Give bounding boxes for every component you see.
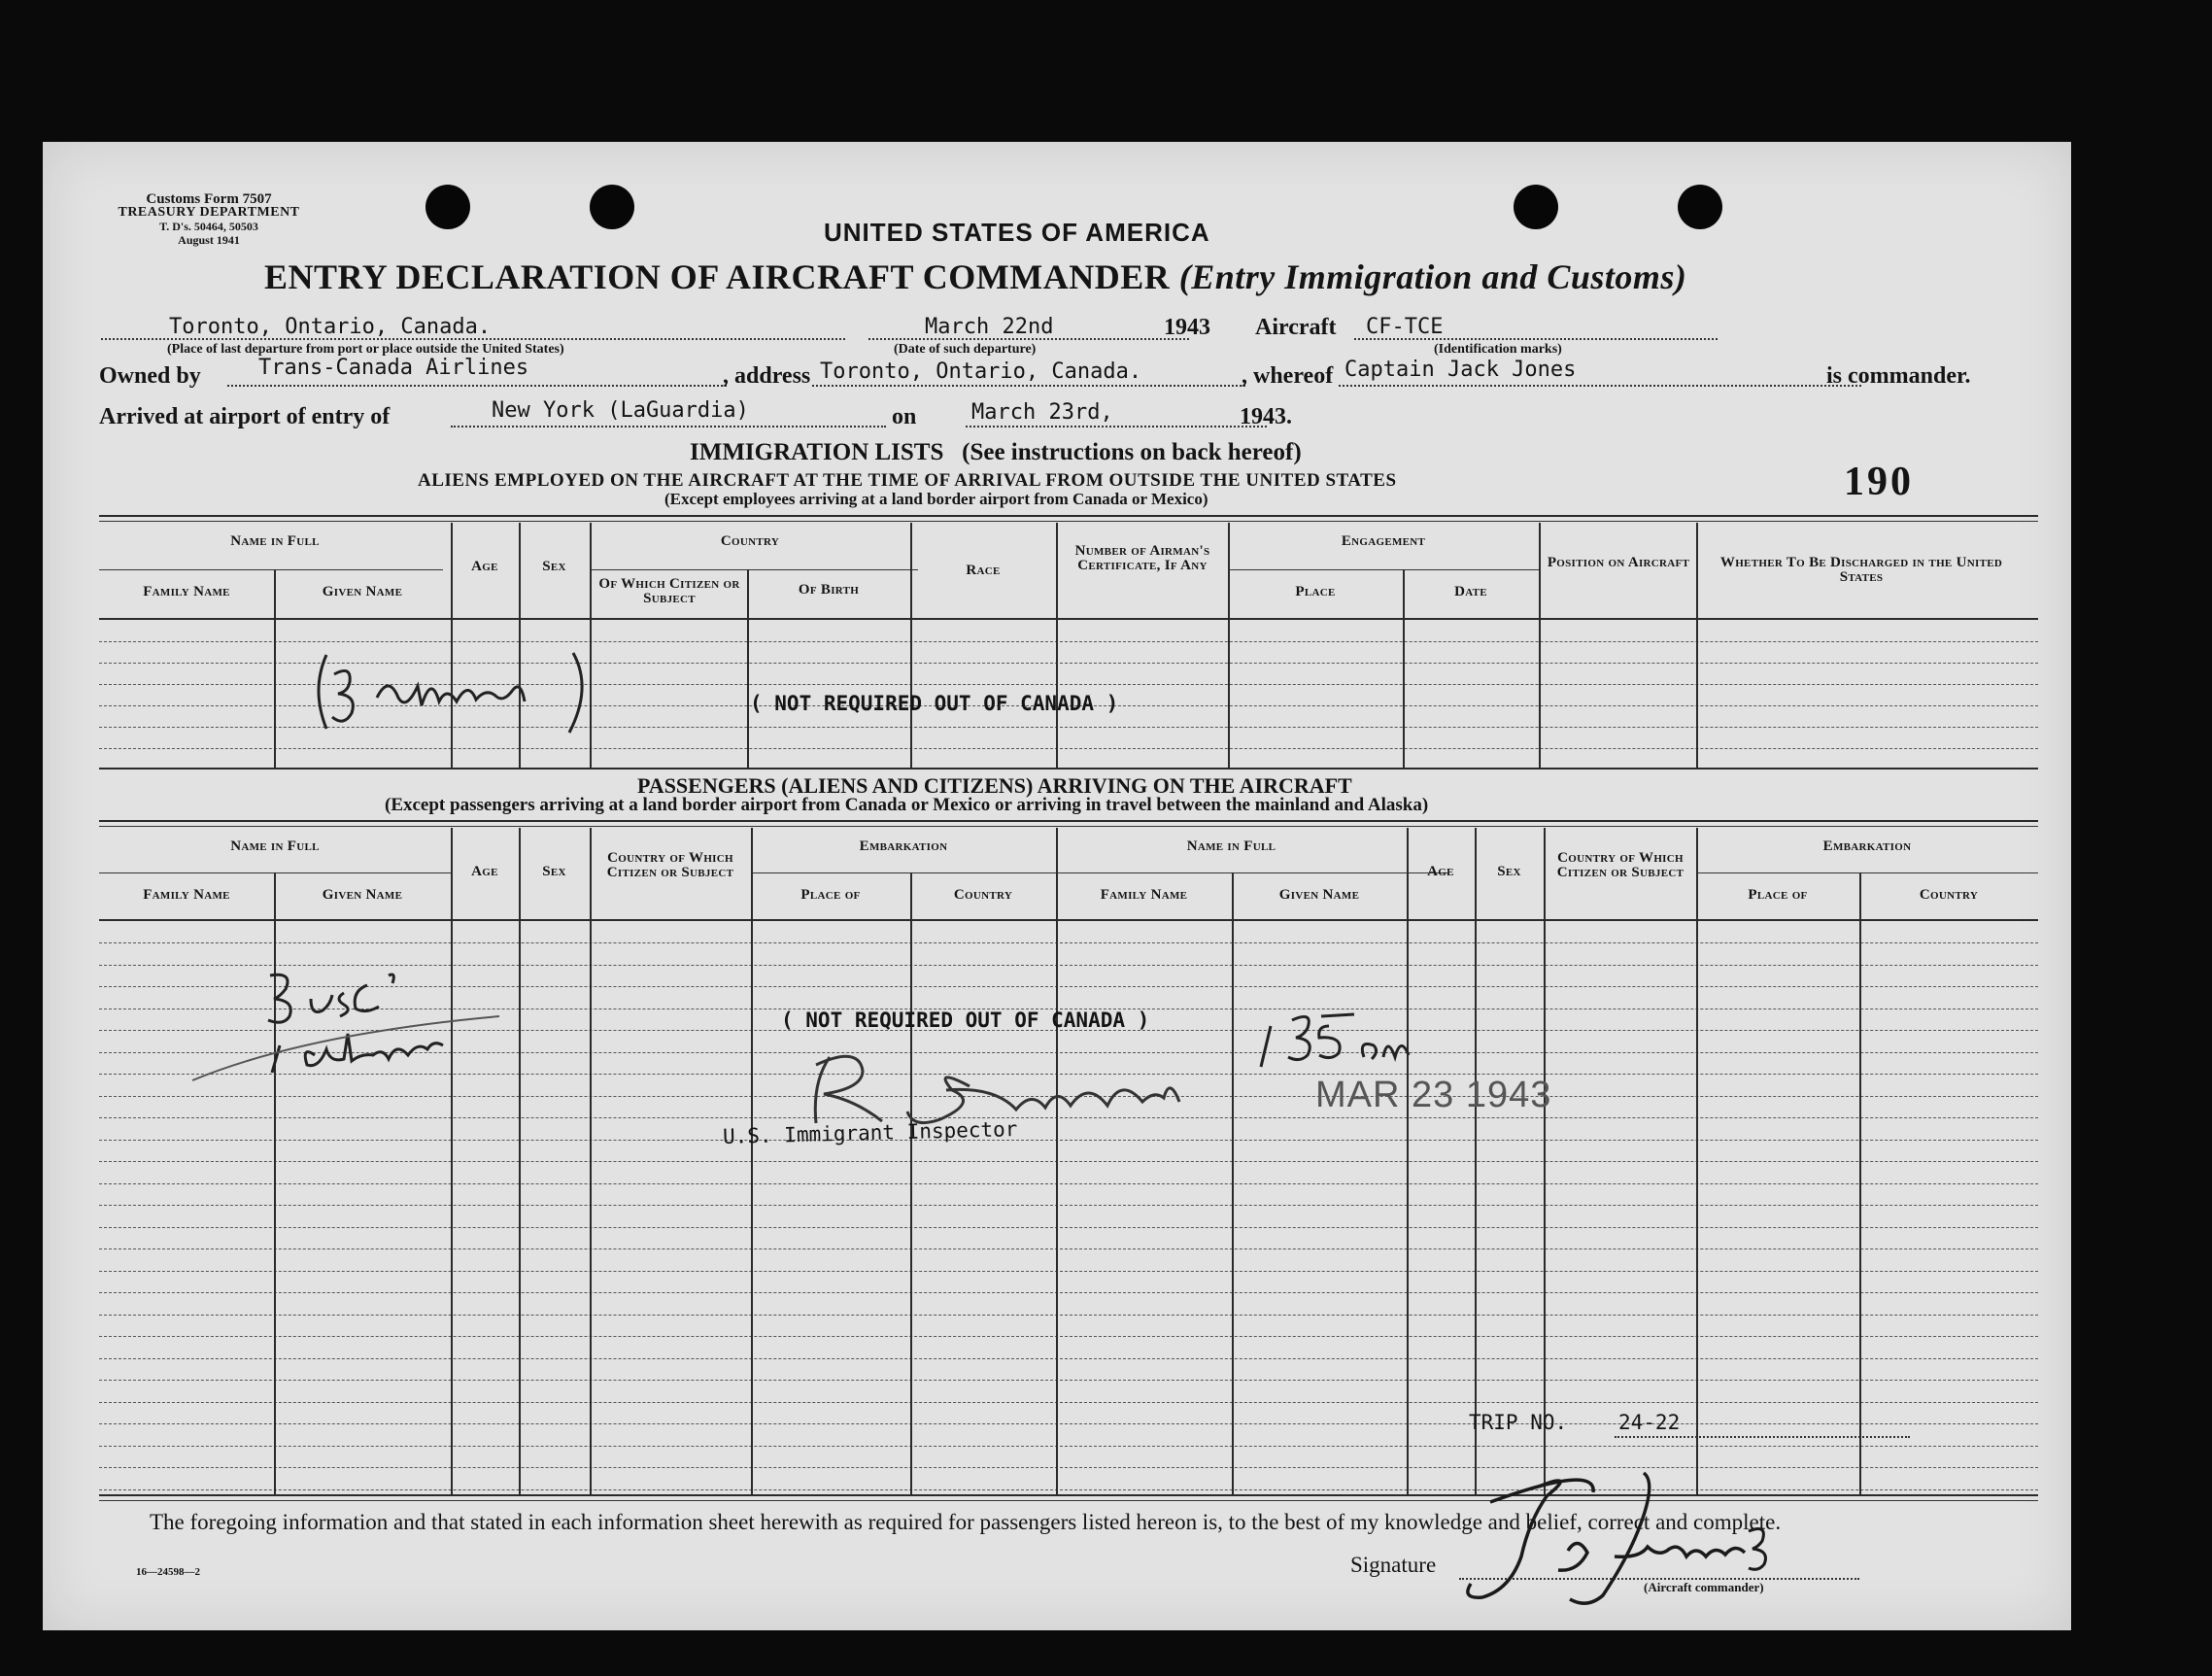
form-sheet: [43, 142, 2071, 1630]
country-heading: UNITED STATES OF AMERICA: [824, 218, 1210, 247]
ruled-line: [99, 1423, 2038, 1424]
immigration-title-text: IMMIGRATION LISTS: [690, 439, 944, 465]
owner-name: Trans-Canada Airlines: [258, 356, 529, 380]
arrived-label: Arrived at airport of entry of: [99, 404, 391, 429]
ruled-line: [99, 1336, 2038, 1337]
table2-sub-rule: [1696, 872, 2038, 873]
th2b-family-name: Family Name: [1100, 887, 1188, 903]
table2-col: [1232, 872, 1234, 1494]
ruled-line: [99, 1183, 2038, 1184]
departure-place-caption: (Place of last departure from port or place outside the United States): [167, 342, 564, 357]
table2-col: [1475, 828, 1477, 1494]
ruled-line: [99, 1205, 2038, 1206]
table1-sub-rule: [1228, 569, 1539, 570]
th-family-name: Family Name: [143, 584, 230, 599]
th-citizen: Of Which Citizen or Subject: [598, 576, 740, 606]
form-title-sub: (Entry Immigration and Customs): [1178, 257, 1687, 296]
table2-top-rule: [99, 820, 2038, 822]
table2-col: [1544, 828, 1546, 1494]
th-discharged: Whether To Be Discharged in the United States: [1719, 555, 2003, 585]
th-sex: Sex: [542, 559, 566, 574]
table1-col: [747, 569, 749, 768]
punch-hole: [590, 185, 634, 229]
immigration-title: [690, 439, 1302, 466]
form-code: 16—24598—2: [136, 1566, 200, 1578]
table2-col: [1859, 872, 1861, 1494]
th2b-given-name: Given Name: [1278, 887, 1360, 903]
arrival-date: March 23rd,: [971, 400, 1113, 425]
form-title-main: ENTRY DECLARATION OF AIRCRAFT COMMANDER: [264, 257, 1171, 296]
form-date: August 1941: [178, 233, 240, 247]
table2-col: [1407, 828, 1409, 1494]
ruled-line: [99, 1446, 2038, 1447]
th-certificate: Number of Airman's Certificate, If Any: [1074, 543, 1210, 573]
inspector-title: U.S. Immigrant Inspector: [722, 1117, 1018, 1148]
th-birth: Of Birth: [798, 582, 860, 598]
handwritten-aliens-text: (3 aliens): [344, 723, 348, 724]
address-label: , address: [723, 363, 811, 389]
owner-line: [227, 385, 727, 387]
ruled-line: [99, 1248, 2038, 1249]
signature-caption: (Aircraft commander): [1644, 1580, 1764, 1594]
ruled-line: [99, 641, 2038, 642]
immigration-instructions: (See instructions on back hereof): [962, 439, 1302, 465]
table2-col: [910, 872, 912, 1494]
handwritten-arrival-time: [1257, 997, 1490, 1075]
table1-col: [1696, 523, 1698, 768]
commander-signature-text: J. Jones: [1529, 1541, 1533, 1542]
passengers-note: (Except passengers arriving at a land border airport from Canada or Mexico or arriving in travel between the mainland and Alaska): [385, 795, 1429, 815]
th-given-name: Given Name: [322, 584, 403, 599]
table1-col: [1228, 523, 1230, 768]
commander-line: [1339, 385, 1861, 387]
signature-label: Signature: [1350, 1553, 1437, 1577]
form-title: [264, 257, 1686, 297]
ruled-line: [99, 1227, 2038, 1228]
ruled-line: [99, 1271, 2038, 1272]
table1-bottom-rule: [99, 768, 2038, 770]
th2b-sex: Sex: [1497, 864, 1521, 879]
th2-embarkation: Embarkation: [859, 838, 948, 854]
trip-number-label: TRIP NO.: [1469, 1411, 1568, 1434]
th-name-in-full: Name in Full: [230, 533, 320, 549]
commander-name: Captain Jack Jones: [1344, 358, 1577, 382]
departure-year: 1943: [1164, 315, 1210, 340]
ruled-line: [99, 1315, 2038, 1316]
passengers-not-required-stamp: ( NOT REQUIRED OUT OF CANADA ): [781, 1009, 1150, 1032]
ruled-line: [99, 1358, 2038, 1359]
table2-top-rule2: [99, 826, 2038, 827]
th-engagement: Engagement: [1341, 533, 1426, 549]
inspector-signature-text: R Sinclair: [820, 1096, 825, 1097]
arrival-year: 1943.: [1240, 404, 1292, 429]
departure-place: Toronto, Ontario, Canada.: [169, 315, 492, 339]
aircraft-label: Aircraft: [1255, 315, 1337, 340]
owned-by-label: Owned by: [99, 363, 201, 389]
ruled-line: [99, 1140, 2038, 1141]
table2-header-bottom: [99, 919, 2038, 921]
departure-date: March 22nd: [925, 315, 1054, 339]
aircraft-line: [1354, 338, 1718, 340]
handwritten-3-aliens: [305, 645, 596, 736]
th2b-age: Age: [1427, 864, 1454, 879]
th2b-name-in-full: Name in Full: [1186, 838, 1276, 854]
th2-country-citizen: Country of Which Citizen or Subject: [606, 850, 734, 880]
th-age: Age: [471, 559, 498, 574]
trip-number-line: [1615, 1436, 1910, 1438]
form-id-block: [97, 192, 321, 247]
th2-name-in-full: Name in Full: [230, 838, 320, 854]
table2-col: [1056, 828, 1058, 1494]
th2b-embarkation: Embarkation: [1822, 838, 1912, 854]
aircraft-marks: CF-TCE: [1366, 315, 1444, 339]
table1-top-rule2: [99, 521, 2038, 522]
airport-line: [451, 426, 886, 428]
departure-date-caption: (Date of such departure): [894, 342, 1037, 357]
handwritten-time-text: 1:35 am: [1276, 1045, 1280, 1046]
passengers-title: PASSENGERS (ALIENS AND CITIZENS) ARRIVING ON THE AIRCRAFT: [637, 773, 1352, 798]
trip-number: 24-22: [1618, 1411, 1681, 1434]
th-country: Country: [720, 533, 780, 549]
th2b-country-citizen: Country of Which Citizen or Subject: [1556, 850, 1685, 880]
th-place: Place: [1295, 584, 1336, 599]
th-position: Position on Aircraft: [1547, 555, 1690, 570]
departure-place-line: [101, 338, 845, 340]
table1-sub-rule: [590, 569, 918, 570]
aircraft-caption: (Identification marks): [1434, 342, 1562, 357]
th2b-country: Country: [1919, 887, 1979, 903]
th2-place-of: Place of: [800, 887, 861, 903]
table2-col: [590, 828, 592, 1494]
th2-age: Age: [471, 864, 498, 879]
th2-given-name: Given Name: [322, 887, 403, 903]
punch-hole: [1514, 185, 1558, 229]
table1-col: [910, 523, 912, 768]
punch-hole: [1678, 185, 1722, 229]
table1-col: [1056, 523, 1058, 768]
table1-sub-rule: [99, 569, 443, 570]
ruled-line: [99, 748, 2038, 749]
is-commander-label: is commander.: [1826, 363, 1971, 389]
ruled-line: [99, 1161, 2038, 1162]
department: TREASURY DEPARTMENT: [118, 205, 300, 220]
inspector-signature: [762, 1038, 1247, 1135]
handwritten-alien-text: 1 alien: [276, 1063, 279, 1064]
th-date: Date: [1454, 584, 1487, 599]
th2-family-name: Family Name: [143, 887, 230, 903]
arrival-date-stamp: MAR 23 1943: [1315, 1075, 1552, 1115]
declaration-text: The foregoing information and that stated in each information sheet herewith as required for passengers listed hereon is, to the best of my knowledge and belief, correct and complete.: [150, 1510, 1782, 1534]
table2-col: [519, 828, 521, 1494]
form-number: Customs Form 7507: [146, 191, 272, 207]
aliens-not-required-stamp: ( NOT REQUIRED OUT OF CANADA ): [750, 692, 1119, 715]
address-line: [812, 385, 1245, 387]
sheet-number: 190: [1844, 460, 1914, 504]
ruled-line: [99, 1380, 2038, 1381]
ruled-line: [99, 1402, 2038, 1403]
owner-address: Toronto, Ontario, Canada.: [820, 359, 1142, 384]
punch-hole: [425, 185, 470, 229]
commander-signature: [1432, 1463, 1821, 1619]
arrival-on-label: on: [892, 404, 917, 429]
table2-col: [451, 828, 453, 1494]
ruled-line: [99, 942, 2038, 943]
whereof-label: , whereof: [1242, 363, 1334, 389]
arrival-date-line: [966, 426, 1267, 428]
th2-sex: Sex: [542, 864, 566, 879]
table2-col: [1696, 828, 1698, 1494]
treasury-decisions: T. D's. 50464, 50503: [159, 220, 258, 233]
departure-date-line: [868, 338, 1189, 340]
immigration-note: (Except employees arriving at a land border airport from Canada or Mexico): [664, 490, 1208, 508]
immigration-subtitle: ALIENS EMPLOYED ON THE AIRCRAFT AT THE TIME OF ARRIVAL FROM OUTSIDE THE UNITED STATES: [418, 470, 1397, 491]
ruled-line: [99, 1292, 2038, 1293]
table2-sub-rule: [1056, 872, 1448, 873]
table1-top-rule: [99, 515, 2038, 517]
handwritten-passenger-count: [188, 966, 509, 1092]
table2-col: [751, 828, 753, 1494]
th2-country: Country: [953, 887, 1013, 903]
handwritten-usc-text: 3 USC: [276, 1005, 279, 1006]
table1-header-bottom: [99, 618, 2038, 620]
th-race: Race: [966, 563, 1001, 578]
table1-col: [1539, 523, 1541, 768]
arrival-airport: New York (LaGuardia): [492, 398, 749, 423]
table2-sub-rule: [751, 872, 1079, 873]
th2b-place-of: Place of: [1748, 887, 1808, 903]
